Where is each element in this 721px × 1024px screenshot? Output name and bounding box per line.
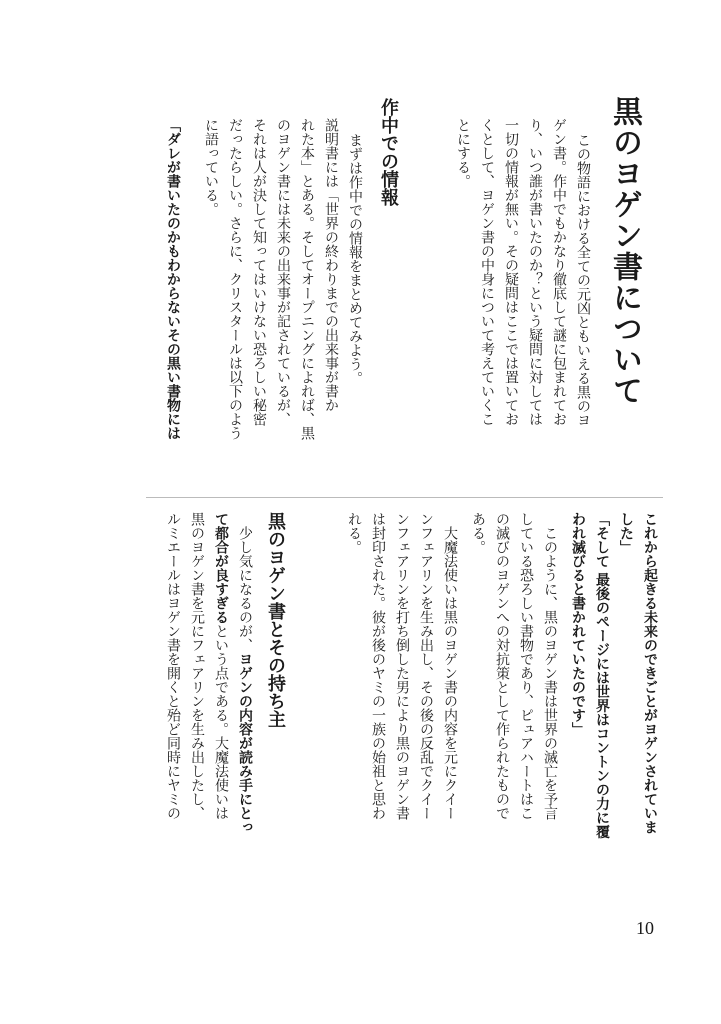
page-number: 10 bbox=[636, 918, 654, 938]
owner-line-3: 黒のヨゲン書を元にフェアリンを生み出したし、 bbox=[189, 512, 205, 820]
yogen-line-9: れる。 bbox=[346, 512, 362, 554]
yogen-line-6: ンフェアリンを生み出し、その後の反乱でクイー bbox=[418, 512, 434, 820]
owner-line-2 bbox=[209, 512, 233, 820]
quote-line-3: 「そして 最後のページには世界はコントンの力に覆 bbox=[594, 512, 610, 839]
intro-line-6: とにする。 bbox=[455, 118, 471, 188]
intro-line-2: ゲン書。作中でもかなり徹底して謎に包まれてお bbox=[551, 118, 567, 426]
info-line-7: に語っている。 bbox=[203, 118, 219, 216]
owner-line-4: ルミエールはヨゲン書を開くと殆ど同時にヤミの bbox=[165, 512, 181, 820]
yogen-line-1: このように、黒のヨゲン書は世界の滅亡を予言 bbox=[542, 526, 558, 820]
info-line-4: のヨゲン書には未来の出来事が記されているが、 bbox=[275, 118, 291, 426]
page-title: 黒のヨゲン書について bbox=[607, 96, 642, 406]
owner-line-2-text: という点である。大魔法使いは bbox=[213, 624, 229, 820]
owner-line-1-emphasis: ヨゲンの内容が読み手にとっ bbox=[237, 652, 253, 834]
section-divider bbox=[146, 497, 663, 498]
yogen-line-8: は封印された。彼が後のヤミの一族の始祖と思わ bbox=[370, 512, 386, 820]
quote-start: 「ダレが書いたのかもわからないその黒い書物には bbox=[165, 118, 181, 440]
owner-line-1 bbox=[233, 526, 257, 834]
yogen-line-2: している恐ろしい書物であり、ピュアハートはこ bbox=[518, 512, 534, 820]
info-line-5: それは人が決して知ってはいけない恐ろしい秘密 bbox=[251, 118, 267, 426]
intro-line-3: り、いつ誰が書いたのか？という疑問に対しては bbox=[527, 118, 543, 426]
info-line-6: だったらしい。さらに、クリスタールは以下のよう bbox=[227, 118, 243, 440]
info-line-2: 説明書には「世界の終わりまでの出来事が書か bbox=[323, 118, 339, 412]
intro-line-1: この物語における全ての元凶ともいえる黒のヨ bbox=[575, 133, 591, 427]
info-line-3: れた本」とある。そしてオープニングによれば、黒 bbox=[299, 118, 315, 440]
yogen-line-4: ある。 bbox=[470, 512, 486, 554]
intro-line-5: くとして、ヨゲン書の中身について考えていくこ bbox=[479, 118, 495, 426]
intro-line-4: 一切の情報が無い。その疑問はここでは置いてお bbox=[503, 118, 519, 426]
yogen-line-3: の滅びのヨゲンへの対抗策として作られたもので bbox=[494, 512, 510, 820]
quote-line-2: した」 bbox=[618, 512, 634, 554]
quote-line-4: われ滅びると書かれていたのです」 bbox=[570, 512, 586, 736]
owner-line-2-emphasis: て都合が良すぎる bbox=[213, 512, 229, 624]
section-heading-owner: 黒のヨゲン書とその持ち主 bbox=[265, 512, 286, 728]
info-line-1: まずは作中での情報をまとめてみよう。 bbox=[347, 133, 363, 385]
yogen-line-5: 大魔法使いは黒のヨゲン書の内容を元にクイー bbox=[442, 526, 458, 820]
section-heading-info: 作中での情報 bbox=[378, 98, 399, 206]
yogen-line-7: ンフェアリンを打ち倒した男により黒のヨゲン書 bbox=[394, 512, 410, 820]
owner-line-1-text: 少し気になるのが、 bbox=[237, 526, 253, 652]
quote-line-1: これから起きる未来のできごとがヨゲンされていま bbox=[642, 512, 658, 834]
